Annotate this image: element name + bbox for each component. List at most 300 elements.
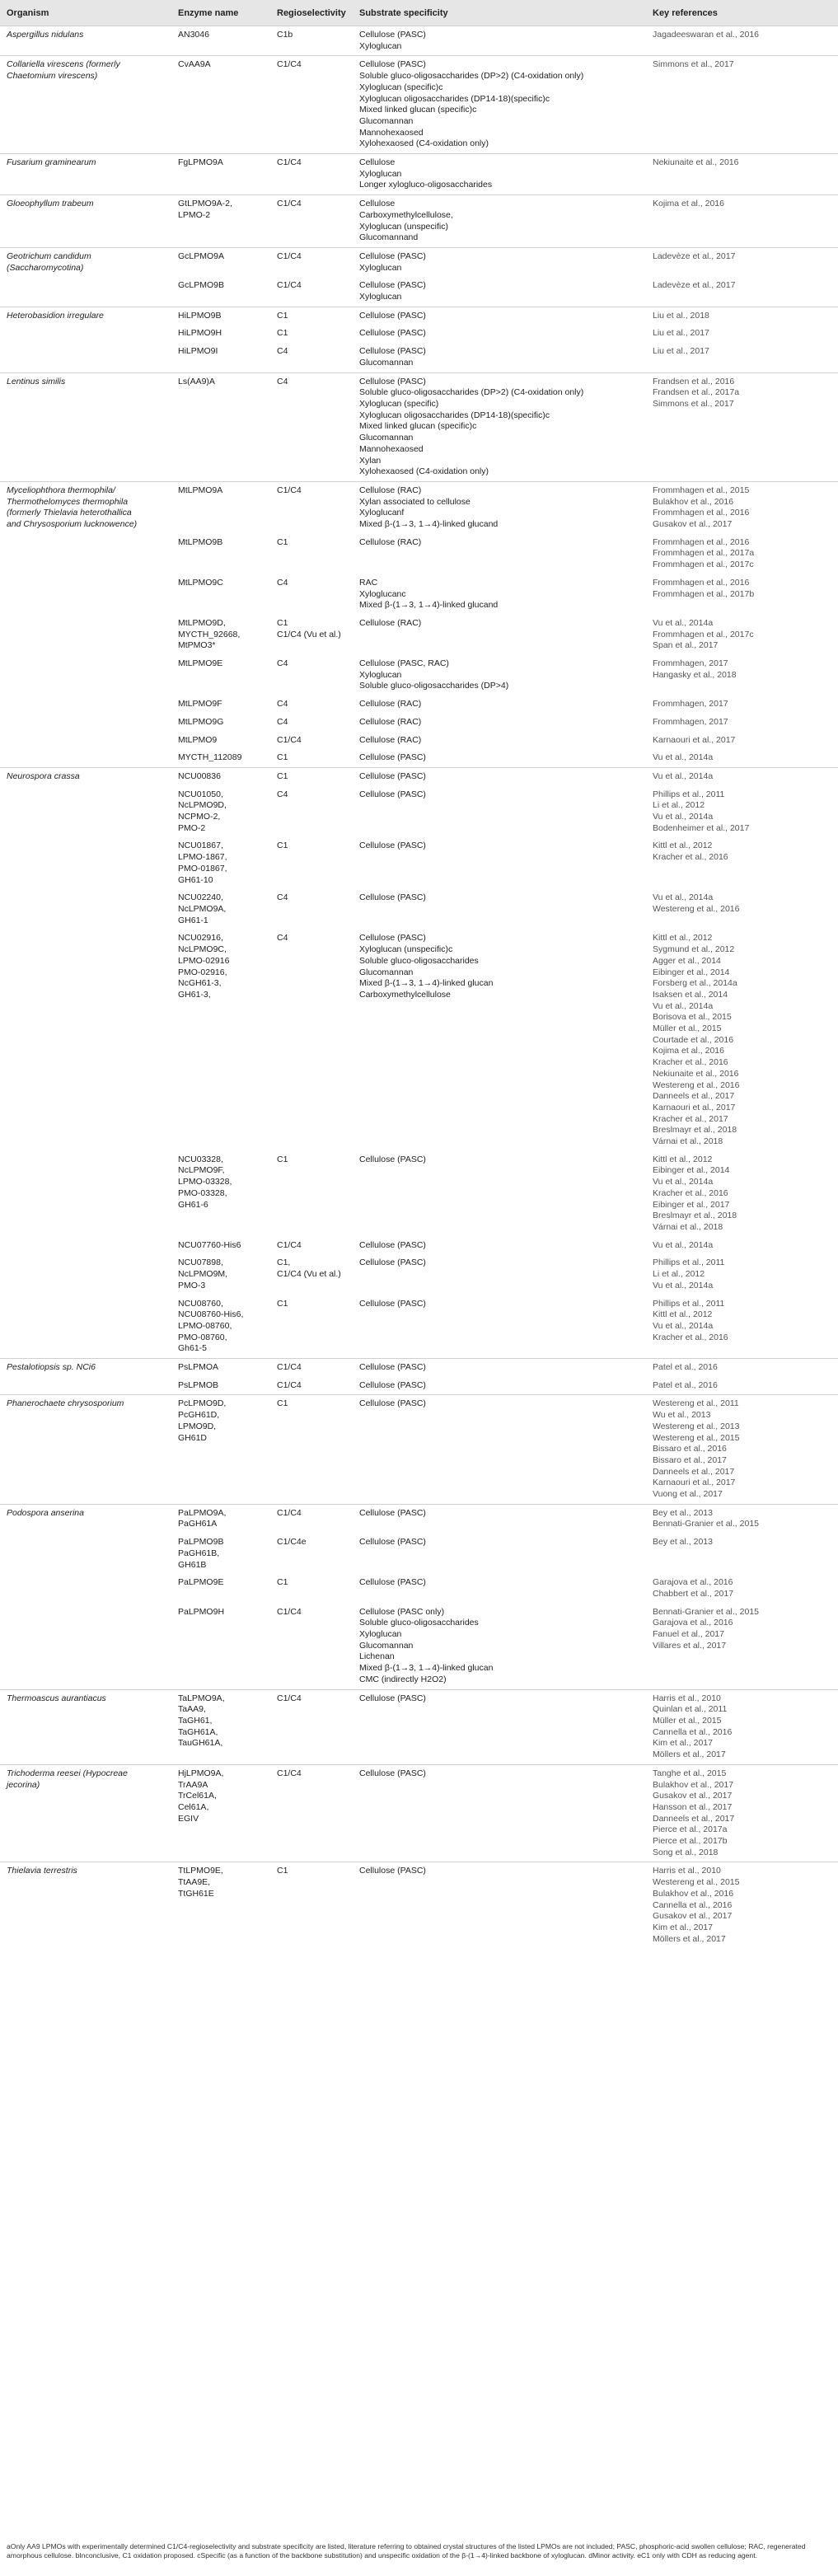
substrate-cell-line: Glucomannan	[359, 1640, 414, 1651]
table-row	[0, 1377, 838, 1395]
references-cell-line: Kim et al., 2017	[653, 1738, 713, 1749]
substrate-cell-line: Xyloglucan (unspecific)	[359, 221, 448, 232]
substrate-cell	[353, 696, 646, 714]
table-row	[0, 655, 838, 696]
regioselectivity-cell	[270, 767, 353, 785]
references-cell-line: Pierce et al., 2017b	[653, 1836, 728, 1847]
regioselectivity-cell	[270, 615, 353, 655]
references-cell-line: Vu et al., 2014a	[653, 752, 714, 763]
organism-cell-line: Thermothelomyces thermophila	[7, 496, 129, 507]
references-cell	[646, 325, 838, 343]
references-cell-line: Möllers et al., 2017	[653, 1933, 726, 1944]
references-cell	[646, 247, 838, 277]
substrate-cell-line: Xylan associated to cellulose	[359, 496, 470, 507]
enzyme-name-cell-line: LPMO9D,	[178, 1421, 217, 1431]
references-cell-line: Frommhagen et al., 2017b	[653, 588, 755, 599]
regioselectivity-cell	[270, 1574, 353, 1603]
organism-cell	[0, 26, 171, 56]
enzyme-name-cell-line: GH61-10	[178, 874, 213, 885]
references-cell	[646, 1237, 838, 1255]
enzyme-name-cell-line: EGIV	[178, 1813, 199, 1824]
enzyme-name-cell-line: GcLPMO9A	[178, 251, 225, 261]
references-cell-line: Frommhagen et al., 2016	[653, 536, 750, 547]
enzyme-name-cell	[171, 1504, 270, 1534]
table-footnote: aOnly AA9 LPMOs with experimentally determined C1/C4-regioselectivity and substrate specificity are listed, literature referring to obtained crystal structures of the listed LPMOs are not included; PASC, phosphoric-acid swollen cellulose; RAC, regenerated amorphous cellulose. bInconclusive, C1 oxidation proposed. cSpecific (as a function of the backbone substitution) and unspecific oxidation of the β-(1→4)-linked backbone of xyloglucan. dMinor activity. eC1 only with CDH as reducing agent.	[7, 2542, 806, 2560]
organism-cell	[0, 1151, 171, 1237]
regioselectivity-cell-line: C1/C4	[277, 1239, 302, 1250]
regioselectivity-cell	[270, 1504, 353, 1534]
enzyme-name-cell	[171, 1862, 270, 1948]
substrate-cell-line: Xylan	[359, 455, 382, 466]
enzyme-name-cell-line: FgLPMO9A	[178, 157, 223, 168]
references-cell	[646, 786, 838, 838]
references-cell-line: Song et al., 2018	[653, 1847, 719, 1857]
table-row	[0, 574, 838, 615]
substrate-cell-line: Cellulose (PASC)	[359, 59, 426, 70]
organism-cell	[0, 1295, 171, 1359]
substrate-cell-line: Xyloglucanf	[359, 508, 405, 518]
enzyme-name-cell-line: NcLPMO9M,	[178, 1269, 228, 1280]
enzyme-name-cell	[171, 56, 270, 154]
enzyme-name-cell	[171, 1534, 270, 1574]
enzyme-name-cell	[171, 574, 270, 615]
substrate-cell	[353, 195, 646, 248]
references-cell-line: Span et al., 2017	[653, 640, 719, 651]
substrate-cell-line: Cellulose (PASC)	[359, 1398, 426, 1409]
references-cell-line: Simmons et al., 2017	[653, 59, 734, 70]
references-cell-line: Bennati-Granier et al., 2015	[653, 1519, 759, 1529]
substrate-cell-line: Xyloglucan (unspecific)c	[359, 944, 453, 955]
substrate-cell	[353, 1534, 646, 1574]
substrate-cell	[353, 714, 646, 732]
table-row	[0, 696, 838, 714]
enzyme-name-cell	[171, 732, 270, 750]
enzyme-name-cell	[171, 1237, 270, 1255]
regioselectivity-cell	[270, 372, 353, 481]
substrate-cell	[353, 307, 646, 325]
enzyme-name-cell-line: TtAA9E,	[178, 1877, 211, 1888]
substrate-cell	[353, 481, 646, 533]
substrate-cell	[353, 574, 646, 615]
enzyme-name-cell	[171, 1764, 270, 1862]
references-cell-line: Isaksen et al., 2014	[653, 989, 728, 1000]
regioselectivity-cell	[270, 1534, 353, 1574]
substrate-cell	[353, 247, 646, 277]
references-cell-line: Kittl et al., 2012	[653, 1154, 713, 1164]
substrate-cell-line: Xyloglucan oligosaccharides (DP14-18)(specific)c	[359, 410, 550, 420]
substrate-cell-line: Glucomannan	[359, 967, 414, 977]
substrate-cell	[353, 277, 646, 307]
substrate-cell	[353, 889, 646, 930]
substrate-cell-line: RAC	[359, 577, 378, 588]
substrate-cell-line: Cellulose (PASC)	[359, 328, 426, 339]
references-cell-line: Várnai et al., 2018	[653, 1136, 723, 1147]
references-cell-line: Bey et al., 2013	[653, 1507, 713, 1518]
substrate-cell-line: Xyloglucan	[359, 168, 402, 179]
substrate-cell	[353, 56, 646, 154]
regioselectivity-cell-line: C1	[277, 770, 288, 781]
regioselectivity-cell-line: C1/C4	[277, 1362, 302, 1373]
regioselectivity-cell	[270, 1764, 353, 1862]
references-cell-line: Phillips et al., 2011	[653, 1298, 725, 1309]
references-cell-line: Frandsen et al., 2017a	[653, 387, 740, 398]
enzyme-name-cell	[171, 26, 270, 56]
organism-cell-line: (Saccharomycotina)	[7, 262, 84, 273]
table-row	[0, 1689, 838, 1764]
references-cell-line: Westereng et al., 2013	[653, 1421, 740, 1431]
substrate-cell	[353, 1395, 646, 1504]
enzyme-name-cell-line: TrCel61A,	[178, 1791, 217, 1801]
substrate-cell	[353, 1689, 646, 1764]
references-cell-line: Danneels et al., 2017	[653, 1813, 735, 1824]
enzyme-name-cell-line: GcLPMO9B	[178, 280, 225, 291]
table-row	[0, 1359, 838, 1377]
enzyme-name-cell-line: HiLPMO9H	[178, 328, 222, 339]
references-cell-line: Bulakhov et al., 2016	[653, 496, 734, 507]
enzyme-name-cell-line: NCU08760,	[178, 1298, 223, 1309]
enzyme-name-cell-line: PsLPMOA	[178, 1362, 219, 1373]
organism-cell	[0, 195, 171, 248]
regioselectivity-cell-line: C1	[277, 752, 288, 763]
regioselectivity-cell-line: C1	[277, 536, 288, 547]
references-cell-line: Frommhagen et al., 2017c	[653, 560, 754, 570]
regioselectivity-cell-line: C4	[277, 933, 288, 944]
organism-cell-line: Pestalotiopsis sp. NCi6	[7, 1362, 96, 1373]
substrate-cell-line: Xyloglucan	[359, 669, 402, 680]
enzyme-name-cell	[171, 786, 270, 838]
substrate-cell-line: Soluble gluco-oligosaccharides	[359, 955, 479, 966]
regioselectivity-cell-line: C1/C4	[277, 485, 302, 495]
references-cell-line: Kracher et al., 2016	[653, 1187, 728, 1198]
table-row	[0, 714, 838, 732]
references-cell-line: Kojima et al., 2016	[653, 1046, 724, 1056]
substrate-cell-line: Xyloglucan	[359, 292, 402, 302]
substrate-cell-line: Cellulose (PASC)	[359, 280, 426, 291]
enzyme-name-cell-line: TauGH61A,	[178, 1738, 223, 1749]
substrate-cell-line: Cellulose (PASC)	[359, 310, 426, 321]
table-row	[0, 481, 838, 533]
regioselectivity-cell	[270, 655, 353, 696]
substrate-cell-line: Mixed linked glucan (specific)c	[359, 421, 477, 432]
substrate-cell-line: Cellulose (PASC, RAC)	[359, 658, 449, 669]
substrate-cell-line: Cellulose (PASC)	[359, 1239, 426, 1250]
references-cell-line: Bissaro et al., 2016	[653, 1444, 727, 1454]
regioselectivity-cell-line: C1	[277, 617, 288, 628]
substrate-cell	[353, 786, 646, 838]
substrate-cell-line: Lichenan	[359, 1651, 395, 1662]
enzyme-name-cell	[171, 615, 270, 655]
references-cell-line: Westereng et al., 2015	[653, 1877, 740, 1888]
references-cell	[646, 1295, 838, 1359]
references-cell-line: Kittl et al., 2012	[653, 841, 713, 851]
substrate-cell	[353, 1862, 646, 1948]
references-cell-line: Simmons et al., 2017	[653, 398, 734, 409]
enzyme-name-cell-line: PMO-02916,	[178, 967, 227, 977]
references-cell-line: Vu et al., 2014a	[653, 1177, 714, 1187]
enzyme-name-cell-line: LPMO-02916	[178, 955, 230, 966]
enzyme-name-cell-line: PsLPMOB	[178, 1379, 219, 1390]
substrate-cell-line: CMC (indirectly H2O2)	[359, 1674, 447, 1684]
regioselectivity-cell-line: C1/C4	[277, 251, 302, 261]
references-cell-line: Fanuel et al., 2017	[653, 1629, 724, 1640]
references-cell-line: Frommhagen, 2017	[653, 658, 728, 669]
references-cell-line: Bennati-Granier et al., 2015	[653, 1606, 759, 1617]
substrate-cell-line: Cellulose (RAC)	[359, 485, 422, 495]
references-cell-line: Müller et al., 2015	[653, 1023, 722, 1034]
organism-cell	[0, 325, 171, 343]
substrate-cell-line: Cellulose	[359, 199, 396, 209]
regioselectivity-cell-line: C1/C4	[277, 1606, 302, 1617]
substrate-cell	[353, 343, 646, 372]
regioselectivity-cell	[270, 837, 353, 889]
regioselectivity-cell	[270, 786, 353, 838]
substrate-cell-line: Cellulose (PASC)	[359, 1379, 426, 1390]
organism-cell	[0, 154, 171, 195]
references-cell-line: Müller et al., 2015	[653, 1716, 722, 1726]
substrate-cell-line: Cellulose (RAC)	[359, 617, 422, 628]
table-row	[0, 56, 838, 154]
enzyme-name-cell	[171, 889, 270, 930]
references-cell	[646, 749, 838, 767]
table-row	[0, 534, 838, 574]
enzyme-name-cell-line: HiLPMO9I	[178, 346, 218, 357]
references-cell	[646, 574, 838, 615]
organism-cell-line: Fusarium graminearum	[7, 157, 96, 168]
references-cell-line: Cannella et al., 2016	[653, 1726, 733, 1737]
enzyme-name-cell-line: PaLPMO9E	[178, 1577, 224, 1588]
regioselectivity-cell	[270, 889, 353, 930]
enzyme-name-cell-line: NCU01050,	[178, 789, 223, 799]
organism-cell	[0, 1504, 171, 1534]
enzyme-name-cell-line: Gh61-5	[178, 1343, 208, 1354]
substrate-cell-line: Soluble gluco-oligosaccharides (DP>4)	[359, 681, 509, 691]
table-row	[0, 1534, 838, 1574]
organism-cell-line: and Chrysosporium lucknowence)	[7, 519, 138, 530]
references-cell-line: Karnaouri et al., 2017	[653, 1102, 736, 1112]
references-cell	[646, 195, 838, 248]
table-row	[0, 889, 838, 930]
references-cell-line: Nekiunaite et al., 2016	[653, 157, 739, 168]
enzyme-name-cell-line: TaGH61A,	[178, 1726, 218, 1737]
substrate-cell-line: Cellulose (PASC)	[359, 1154, 426, 1164]
references-cell-line: Vu et al., 2014a	[653, 1000, 714, 1011]
enzyme-name-cell-line: MtPMO3*	[178, 640, 216, 651]
substrate-cell-line: Mannohexaosed	[359, 127, 424, 138]
enzyme-name-cell-line: HiLPMO9B	[178, 310, 222, 321]
enzyme-name-cell	[171, 837, 270, 889]
substrate-cell-line: Cellulose (PASC)	[359, 251, 426, 261]
references-cell-line: Ladevèze et al., 2017	[653, 251, 736, 261]
table-row	[0, 749, 838, 767]
organism-cell	[0, 1534, 171, 1574]
substrate-cell-line: Mixed β-(1→3, 1→4)-linked glucand	[359, 519, 499, 530]
table-row	[0, 1862, 838, 1948]
table-header-row	[0, 0, 838, 26]
substrate-cell-line: Xyloglucan	[359, 40, 402, 51]
regioselectivity-cell	[270, 534, 353, 574]
references-cell-line: Westereng et al., 2015	[653, 1432, 740, 1443]
references-cell-line: Gusakov et al., 2017	[653, 1911, 733, 1922]
enzyme-name-cell-line: GH61-3,	[178, 989, 211, 1000]
regioselectivity-cell-line: C1	[277, 328, 288, 339]
organism-cell	[0, 307, 171, 325]
regioselectivity-cell-line: C4	[277, 892, 288, 903]
enzyme-name-cell-line: LPMO-1867,	[178, 852, 227, 863]
header-key-references: Key references	[646, 0, 838, 26]
references-cell-line: Cannella et al., 2016	[653, 1899, 733, 1910]
substrate-cell-line: Xyloglucan oligosaccharides (DP14-18)(specific)c	[359, 93, 550, 104]
references-cell	[646, 1604, 838, 1689]
regioselectivity-cell-line: C1	[277, 1398, 288, 1409]
substrate-cell-line: Cellulose (PASC)	[359, 789, 426, 799]
enzyme-name-cell-line: MYCTH_112089	[178, 752, 242, 763]
regioselectivity-cell-line: C4	[277, 577, 288, 588]
references-cell-line: Liu et al., 2017	[653, 328, 709, 339]
references-cell	[646, 767, 838, 785]
organism-cell	[0, 56, 171, 154]
organism-cell-line: (formerly Thielavia heterothallica	[7, 508, 132, 518]
regioselectivity-cell	[270, 154, 353, 195]
substrate-cell-line: Mixed β-(1→3, 1→4)-linked glucan	[359, 978, 494, 989]
substrate-cell-line: Carboxymethylcellulose	[359, 989, 451, 1000]
references-cell-line: Westereng et al., 2011	[653, 1398, 739, 1409]
substrate-cell-line: Cellulose (PASC)	[359, 770, 426, 781]
enzyme-name-cell	[171, 749, 270, 767]
references-cell-line: Breslmayr et al., 2018	[653, 1125, 737, 1136]
references-cell-line: Garajova et al., 2016	[653, 1577, 733, 1588]
table-row	[0, 1764, 838, 1862]
organism-cell	[0, 277, 171, 307]
references-cell-line: Li et al., 2012	[653, 800, 705, 811]
organism-cell-line: Aspergillus nidulans	[7, 30, 84, 40]
table-row	[0, 1604, 838, 1689]
substrate-cell-line: Xyloglucanc	[359, 588, 406, 599]
table-row	[0, 325, 838, 343]
regioselectivity-cell-line: C4	[277, 346, 288, 357]
regioselectivity-cell-line: C1/C4	[277, 59, 302, 70]
substrate-cell-line: Cellulose (RAC)	[359, 699, 422, 710]
substrate-cell-line: Cellulose (PASC)	[359, 30, 426, 40]
enzyme-name-cell	[171, 534, 270, 574]
organism-cell	[0, 615, 171, 655]
references-cell-line: Bodenheimer et al., 2017	[653, 822, 750, 833]
substrate-cell-line: Glucomannan	[359, 433, 414, 443]
organism-cell	[0, 1237, 171, 1255]
substrate-cell-line: Cellulose	[359, 157, 396, 168]
enzyme-name-cell-line: PMO-08760,	[178, 1332, 227, 1342]
enzyme-name-cell-line: NcLPMO9A,	[178, 904, 227, 914]
enzyme-name-cell	[171, 247, 270, 277]
references-cell	[646, 56, 838, 154]
references-cell-line: Forsberg et al., 2014a	[653, 978, 737, 989]
enzyme-name-cell-line: MtLPMO9A	[178, 485, 223, 495]
enzyme-name-cell	[171, 195, 270, 248]
substrate-cell-line: Cellulose (RAC)	[359, 536, 422, 547]
enzyme-name-cell	[171, 930, 270, 1150]
substrate-cell	[353, 1151, 646, 1237]
organism-cell	[0, 749, 171, 767]
references-cell-line: Vu et al., 2014a	[653, 1320, 714, 1331]
regioselectivity-cell	[270, 1295, 353, 1359]
substrate-cell	[353, 325, 646, 343]
regioselectivity-cell-line: C1/C4	[277, 1379, 302, 1390]
enzyme-name-cell-line: NCU00836	[178, 770, 221, 781]
regioselectivity-cell	[270, 1689, 353, 1764]
organism-cell-line: jecorina)	[7, 1779, 40, 1790]
regioselectivity-cell-line: C1/C4 (Vu et al.)	[277, 629, 341, 639]
table-row	[0, 1504, 838, 1534]
table-row	[0, 767, 838, 785]
enzyme-name-cell-line: GtLPMO9A-2,	[178, 199, 232, 209]
regioselectivity-cell-line: C4	[277, 716, 288, 727]
references-cell	[646, 343, 838, 372]
enzyme-name-cell-line: MtLPMO9	[178, 734, 218, 745]
references-cell	[646, 714, 838, 732]
enzyme-name-cell-line: NcLPMO9D,	[178, 800, 227, 811]
references-cell-line: Westereng et al., 2016	[653, 1080, 740, 1090]
substrate-cell	[353, 1574, 646, 1603]
regioselectivity-cell-line: C1	[277, 1577, 288, 1588]
regioselectivity-cell	[270, 277, 353, 307]
substrate-cell	[353, 749, 646, 767]
enzyme-name-cell-line: NCU07760-His6	[178, 1239, 241, 1250]
enzyme-name-cell-line: PcLPMO9D,	[178, 1398, 227, 1409]
substrate-cell-line: Xyloglucan (specific)	[359, 398, 439, 409]
substrate-cell-line: Xyloglucan (specific)c	[359, 82, 443, 92]
table-row	[0, 26, 838, 56]
references-cell-line: Gusakov et al., 2017	[653, 1791, 733, 1801]
substrate-cell	[353, 1295, 646, 1359]
references-cell-line: Danneels et al., 2017	[653, 1091, 735, 1102]
organism-cell-line: Gloeophyllum trabeum	[7, 199, 94, 209]
organism-cell-line: Phanerochaete chrysosporium	[7, 1398, 124, 1409]
references-cell-line: Hangasky et al., 2018	[653, 669, 737, 680]
table-row	[0, 195, 838, 248]
enzyme-name-cell-line: PaLPMO9B	[178, 1537, 224, 1548]
enzyme-name-cell-line: MYCTH_92668,	[178, 629, 241, 639]
organism-cell	[0, 930, 171, 1150]
regioselectivity-cell	[270, 56, 353, 154]
enzyme-name-cell-line: MtLPMO9E	[178, 658, 223, 669]
regioselectivity-cell-line: C4	[277, 789, 288, 799]
enzyme-name-cell	[171, 714, 270, 732]
substrate-cell-line: Carboxymethylcellulose,	[359, 209, 453, 220]
enzyme-name-cell-line: Cel61A,	[178, 1801, 209, 1812]
references-cell	[646, 534, 838, 574]
references-cell	[646, 1395, 838, 1504]
table-row	[0, 930, 838, 1150]
header-organism: Organism	[0, 0, 171, 26]
organism-cell-line: Geotrichum candidum	[7, 251, 91, 261]
organism-cell	[0, 1689, 171, 1764]
organism-cell	[0, 534, 171, 574]
substrate-cell	[353, 930, 646, 1150]
enzyme-name-cell-line: TrAA9A	[178, 1779, 208, 1790]
substrate-cell-line: Glucomannan	[359, 115, 414, 126]
references-cell-line: Kittl et al., 2012	[653, 933, 713, 944]
substrate-cell	[353, 1764, 646, 1862]
table-row	[0, 277, 838, 307]
substrate-cell-line: Cellulose (PASC)	[359, 1258, 426, 1268]
organism-cell	[0, 732, 171, 750]
regioselectivity-cell-line: C1/C4	[277, 734, 302, 745]
substrate-cell-line: Mixed β-(1→3, 1→4)-linked glucand	[359, 600, 499, 611]
enzyme-name-cell-line: GH61-6	[178, 1199, 208, 1210]
enzyme-name-cell-line: NCU07898,	[178, 1258, 223, 1268]
organism-cell	[0, 1377, 171, 1395]
references-cell	[646, 930, 838, 1150]
references-cell-line: Vu et al., 2014a	[653, 617, 714, 628]
